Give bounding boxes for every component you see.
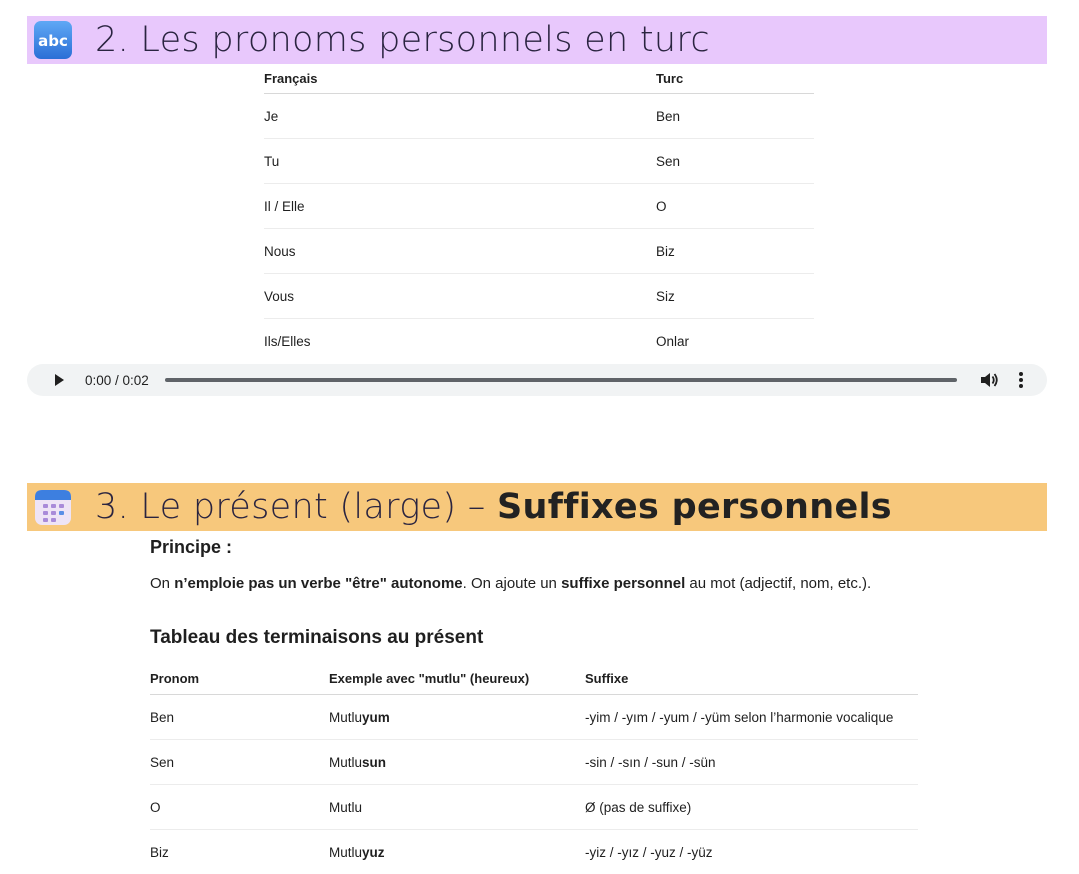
suffix-cell: -sin / -sın / -sun / -sün bbox=[585, 740, 918, 785]
pronoun-cell: O bbox=[150, 785, 329, 830]
table-row bbox=[150, 785, 918, 830]
column-header: Pronom bbox=[150, 663, 329, 695]
example-ending: sun bbox=[362, 755, 386, 770]
table-row bbox=[264, 319, 814, 364]
example-cell bbox=[329, 785, 585, 830]
french-pronoun-cell: Tu bbox=[264, 139, 656, 184]
example-cell bbox=[329, 740, 585, 785]
table-heading: Tableau des terminaisons au présent bbox=[150, 627, 483, 649]
table-row bbox=[264, 229, 814, 274]
pronoun-cell: Ben bbox=[150, 695, 329, 740]
table-row bbox=[264, 139, 814, 184]
turkish-pronoun-cell: Siz bbox=[656, 274, 814, 319]
calendar-icon bbox=[33, 487, 73, 527]
intro-text-3: au mot (adjectif, nom, etc.). bbox=[685, 575, 871, 592]
suffix-cell: Ø (pas de suffixe) bbox=[585, 785, 918, 830]
turkish-pronoun-cell: Sen bbox=[656, 139, 814, 184]
section-3-title bbox=[95, 487, 892, 527]
audio-time: 0:00 / 0:02 bbox=[85, 373, 149, 388]
more-options-icon[interactable] bbox=[1009, 368, 1033, 392]
section-3-title-plain: 3. Le présent (large) – bbox=[95, 487, 497, 527]
example-cell bbox=[329, 830, 585, 874]
turkish-pronoun-cell: Onlar bbox=[656, 319, 814, 364]
french-pronoun-cell: Nous bbox=[264, 229, 656, 274]
audio-progress-bar[interactable] bbox=[165, 378, 957, 382]
table-row bbox=[150, 695, 918, 740]
french-pronoun-cell: Ils/Elles bbox=[264, 319, 656, 364]
intro-paragraph bbox=[150, 575, 871, 592]
example-ending: yuz bbox=[362, 845, 385, 860]
column-header: Turc bbox=[656, 63, 814, 94]
french-pronoun-cell: Vous bbox=[264, 274, 656, 319]
pronoun-cell: Biz bbox=[150, 830, 329, 874]
french-pronoun-cell: Il / Elle bbox=[264, 184, 656, 229]
example-stem: Mutlu bbox=[329, 845, 362, 860]
abc-icon bbox=[33, 20, 73, 60]
pronouns-table bbox=[264, 63, 814, 363]
turkish-pronoun-cell: Ben bbox=[656, 94, 814, 139]
section-3-title-bold: Suffixes personnels bbox=[497, 487, 892, 527]
turkish-pronoun-cell: O bbox=[656, 184, 814, 229]
suffix-cell: -yim / -yım / -yum / -yüm selon l’harmonie vocalique bbox=[585, 695, 918, 740]
table-row bbox=[150, 740, 918, 785]
table-row bbox=[264, 94, 814, 139]
column-header: Suffixe bbox=[585, 663, 918, 695]
example-stem: Mutlu bbox=[329, 800, 362, 815]
turkish-pronoun-cell: Biz bbox=[656, 229, 814, 274]
table-row bbox=[150, 830, 918, 874]
principle-heading: Principe : bbox=[150, 537, 232, 558]
column-header: Exemple avec "mutlu" (heureux) bbox=[329, 663, 585, 695]
french-pronoun-cell: Je bbox=[264, 94, 656, 139]
example-ending: yum bbox=[362, 710, 390, 725]
example-stem: Mutlu bbox=[329, 755, 362, 770]
intro-bold-1: n’emploie pas un verbe "être" autonome bbox=[174, 575, 462, 592]
endings-table bbox=[150, 663, 918, 874]
column-header: Français bbox=[264, 63, 656, 94]
table-header-row bbox=[264, 63, 814, 94]
intro-text-1: On bbox=[150, 575, 174, 592]
table-row bbox=[264, 184, 814, 229]
section-2-header bbox=[27, 16, 1047, 64]
section-2-title: 2. Les pronoms personnels en turc bbox=[95, 20, 710, 60]
intro-bold-2: suffixe personnel bbox=[561, 575, 685, 592]
example-stem: Mutlu bbox=[329, 710, 362, 725]
table-header-row bbox=[150, 663, 918, 695]
svg-text:abc: abc bbox=[38, 32, 68, 50]
audio-player[interactable] bbox=[27, 364, 1047, 396]
volume-icon[interactable] bbox=[977, 368, 1001, 392]
intro-text-2: . On ajoute un bbox=[463, 575, 561, 592]
table-row bbox=[264, 274, 814, 319]
example-cell bbox=[329, 695, 585, 740]
section-3-header bbox=[27, 483, 1047, 531]
suffix-cell: -yiz / -yız / -yuz / -yüz bbox=[585, 830, 918, 874]
pronoun-cell: Sen bbox=[150, 740, 329, 785]
play-icon[interactable] bbox=[47, 368, 71, 392]
